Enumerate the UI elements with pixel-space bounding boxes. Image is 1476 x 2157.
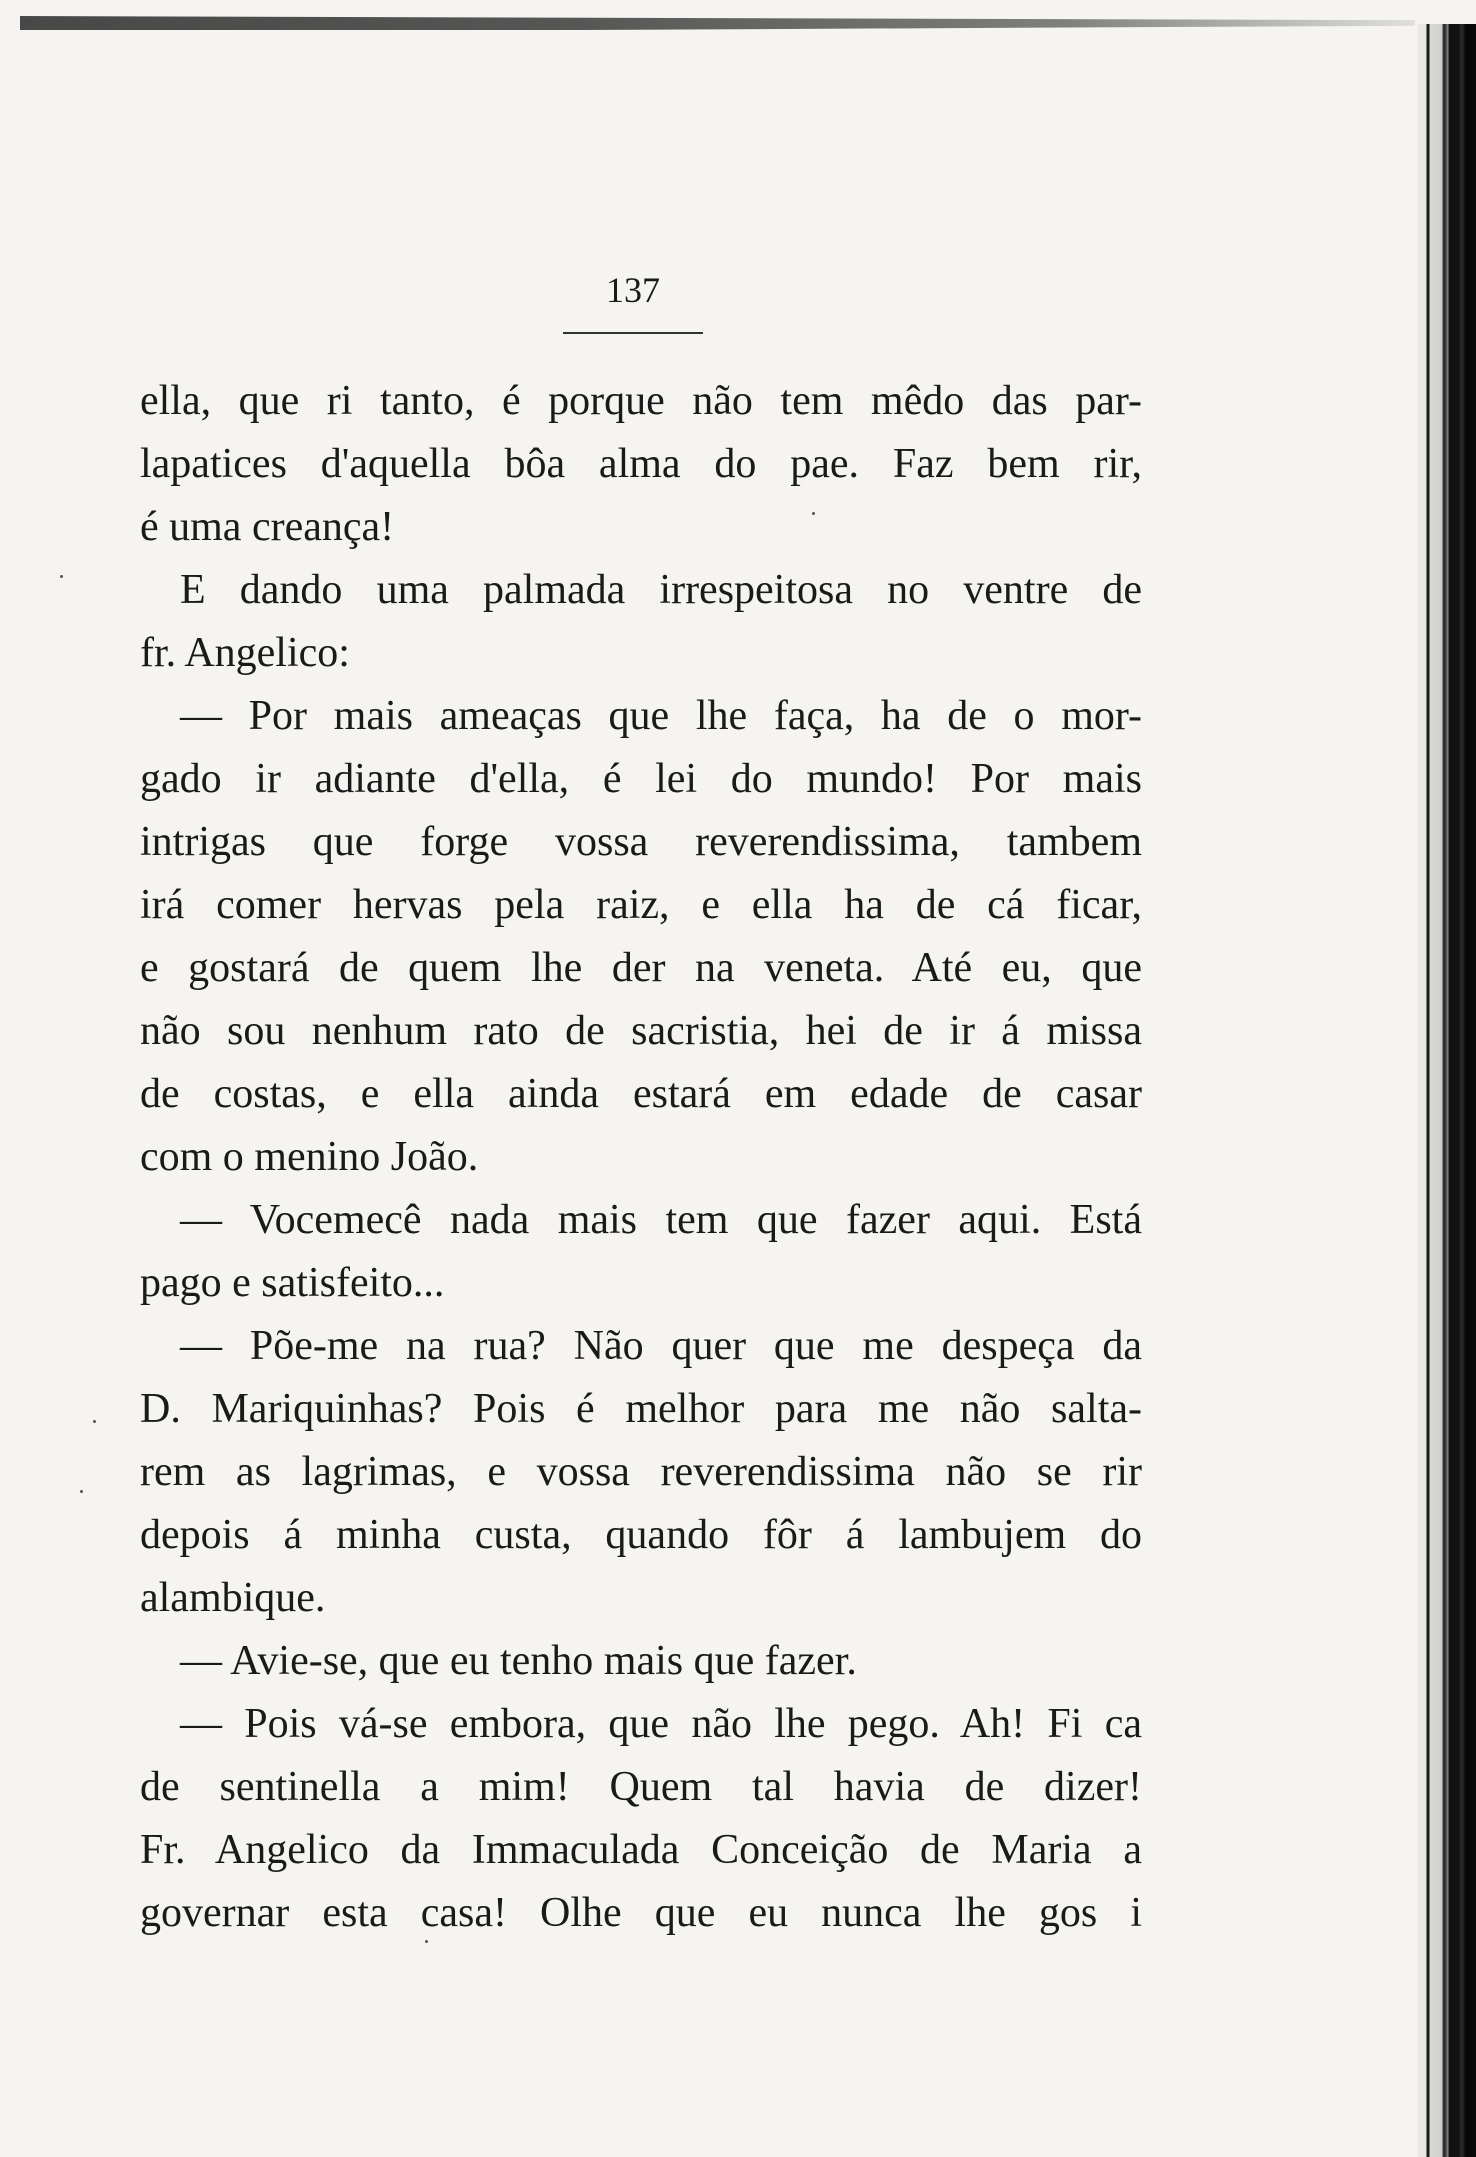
text-line: não sou nenhum rato de sacristia, hei de ir á missa	[140, 1008, 1142, 1054]
text-line: gado ir adiante d'ella, é lei do mundo! Por mais	[140, 756, 1142, 802]
text-line: — Avie-se, que eu tenho mais que fazer.	[180, 1638, 857, 1684]
text-line: irá comer hervas pela raiz, e ella ha de cá ficar,	[140, 882, 1142, 928]
page-binding-edge	[1418, 24, 1476, 2157]
paper-speck	[93, 1420, 96, 1423]
text-line: — Por mais ameaças que lhe faça, ha de o mor-	[180, 693, 1142, 739]
text-line: rem as lagrimas, e vossa reverendissima não se rir	[140, 1449, 1142, 1495]
text-line: é uma creança!	[140, 504, 395, 550]
text-line: e gostará de quem lhe der na veneta. Até eu, que	[140, 945, 1142, 991]
text-line: com o menino João.	[140, 1134, 479, 1180]
text-line: pago e satisfeito...	[140, 1260, 445, 1306]
text-line: D. Mariquinhas? Pois é melhor para me não salta-	[140, 1386, 1142, 1432]
text-line: fr. Angelico:	[140, 630, 350, 676]
text-line: — Põe-me na rua? Não quer que me despeça da	[180, 1323, 1142, 1369]
page-top-shadow	[20, 16, 1415, 30]
text-line: lapatices d'aquella bôa alma do pae. Faz bem rir,	[140, 441, 1142, 487]
text-line: intrigas que forge vossa reverendissima, tambem	[140, 819, 1142, 865]
page-number: 137	[606, 270, 660, 310]
text-line: — Pois vá-se embora, que não lhe pego. Ah! Fi ca	[180, 1701, 1142, 1747]
text-line: Fr. Angelico da Immaculada Conceição de Maria a	[140, 1827, 1142, 1873]
paper-speck	[425, 1940, 428, 1943]
text-line: alambique.	[140, 1575, 326, 1621]
page-number-rule	[563, 332, 703, 334]
body-text	[140, 370, 1142, 1945]
text-line: E dando uma palmada irrespeitosa no ventre de	[180, 567, 1142, 613]
paper-speck	[80, 1490, 83, 1493]
text-line: governar esta casa! Olhe que eu nunca lhe gos i	[140, 1890, 1142, 1936]
text-line: ella, que ri tanto, é porque não tem mêdo das par-	[140, 378, 1142, 424]
text-line: — Vocemecê nada mais tem que fazer aqui. Está	[180, 1197, 1142, 1243]
text-line: de costas, e ella ainda estará em edade de casar	[140, 1071, 1142, 1117]
text-line: depois á minha custa, quando fôr á lambujem do	[140, 1512, 1142, 1558]
paper-speck	[812, 512, 815, 515]
text-line: de sentinella a mim! Quem tal havia de dizer!	[140, 1764, 1142, 1810]
paper-speck	[60, 575, 63, 578]
